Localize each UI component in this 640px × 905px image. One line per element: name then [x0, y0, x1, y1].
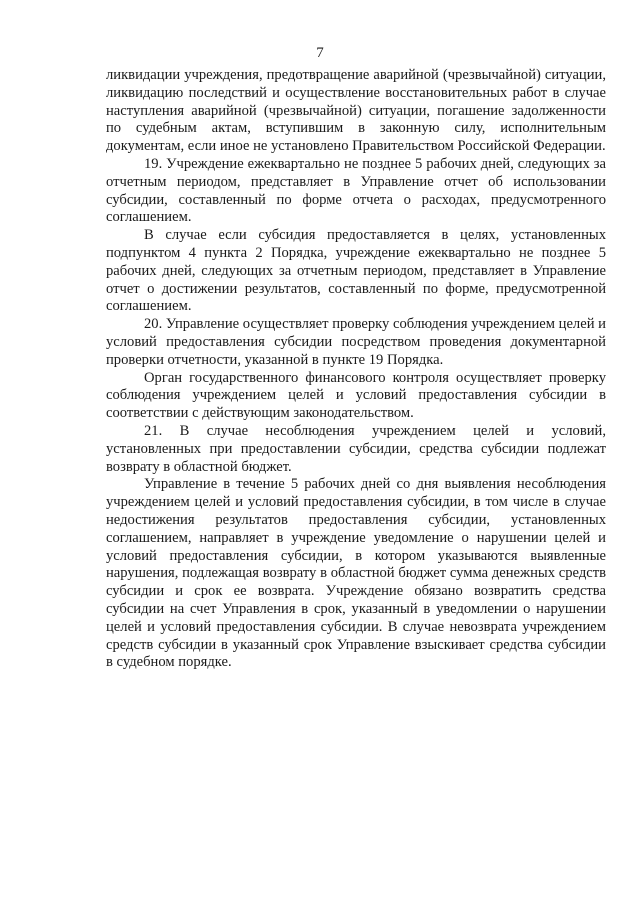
paragraph-19-subsidy-goals: В случае если субсидия предоставляется в целях, установленных подпунктом 4 пункта 2 Порядка, учреждение ежеквартально не позднее 5 рабочих дней, следующих за отчетным периодом, представляет в Управление отчет о достижении результатов, составленный по форме, предусмотренной соглашением. [106, 227, 606, 315]
page-number: 7 [316, 45, 324, 61]
paragraph-19: 19. Учреждение ежеквартально не позднее 5 рабочих дней, следующих за отчетным периодом, представляет в Управление отчет об использовании субсидии, составленный по форме отчета о расходах, предусмотренного соглашением. [106, 155, 606, 226]
paragraph-20: 20. Управление осуществляет проверку соблюдения учреждением целей и условий предоставления субсидии посредством проведения документарной проверки отчетности, указанной в пункте 19 Порядка. [106, 316, 606, 368]
paragraph-20-control-body: Орган государственного финансового контроля осуществляет проверку соблюдения учреждением целей и условий предоставления субсидии в соответствии с действующим законодательством. [106, 369, 606, 422]
paragraph-21: 21. В случае несоблюдения учреждением целей и условий, установленных при предоставлении субсидии, средства субсидии подлежат возврату в областной бюджет. [106, 422, 606, 475]
paragraph-continuation: ликвидации учреждения, предотвращение аварийной (чрезвычайной) ситуации, ликвидацию последствий и осуществление восстановительных работ в случае наступления аварийной (чрезвычайной) ситуации, погашение задолженности по судебным актам, вступившим в законную силу, исполнительным документам, если иное не установлено Правительством Российской Федерации. [106, 67, 606, 155]
document-body [106, 67, 606, 672]
paragraph-21-notification: Управление в течение 5 рабочих дней со дня выявления несоблюдения учреждением целей и условий предоставления субсидии, в том числе в случае недостижения результатов предоставления субсидии, установленных соглашением, направляет в учреждение уведомление о нарушении целей и условий предоставления субсидии, в котором указываются выявленные нарушения, подлежащая возврату в областной бюджет сумма денежных средств субсидии и срок ее возврата. Учреждение обязано возвратить средства субсидии на счет Управления в срок, указанный в уведомлении о нарушении целей и условий предоставления субсидии. В случае невозврата учреждением средств субсидии в указанный срок Управление взыскивает средства субсидии в судебном порядке. [106, 476, 606, 671]
